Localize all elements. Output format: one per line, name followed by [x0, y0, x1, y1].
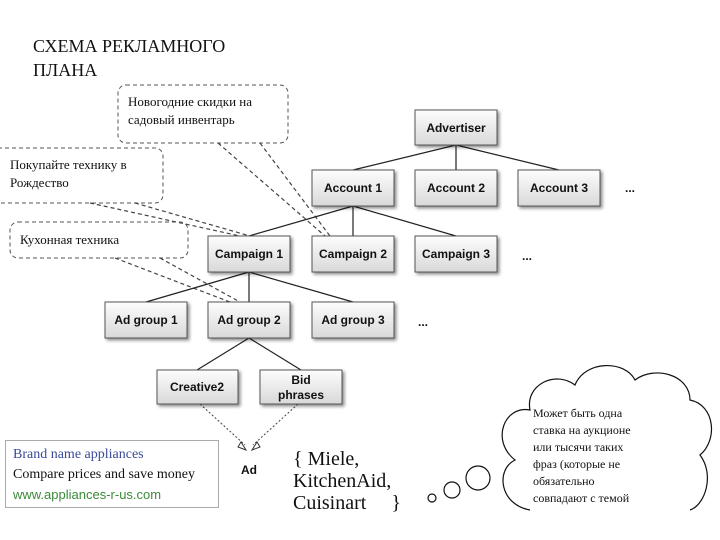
node-label: Bid: [291, 373, 311, 387]
callout-1-pointer: [218, 143, 325, 236]
ellipsis: ...: [625, 181, 636, 195]
edge: [249, 272, 353, 302]
cloud-line: ставка на аукционе: [533, 423, 631, 437]
callout-new-year: [128, 93, 252, 129]
node-account-1: [312, 170, 394, 206]
ellipsis: ...: [522, 249, 533, 263]
node-ad: Ad: [241, 463, 257, 477]
node-account-2: [415, 170, 497, 206]
phrase: KitchenAid,: [293, 470, 392, 492]
node-label: Account 2: [426, 181, 486, 195]
phrase: Cuisinart }: [293, 492, 401, 514]
node-label: Campaign 3: [421, 247, 491, 261]
node-label: Creative2: [169, 380, 225, 394]
dotted-edge: [253, 404, 298, 445]
callout-line: Рождество: [10, 175, 69, 190]
node-label: Ad group 2: [217, 313, 281, 327]
node-campaign-3: [415, 236, 497, 272]
title-line-1: СХЕМА РЕКЛАМНОГО: [33, 36, 226, 56]
node-campaign-2: [312, 236, 394, 272]
callout-line: садовый инвентарь: [128, 112, 235, 127]
edge: [456, 145, 559, 170]
cloud-line: Может быть одна: [533, 406, 623, 420]
node-label: Campaign 1: [214, 247, 284, 261]
edge: [249, 206, 353, 236]
edge: [249, 338, 301, 370]
edge: [353, 145, 456, 170]
node-creative: [157, 370, 238, 404]
cloud-line: фраз (которые не: [533, 457, 621, 471]
phrase: { Miele,: [293, 448, 360, 470]
node-label: Ad group 3: [321, 313, 385, 327]
node-bid-phrases: [260, 370, 342, 404]
callout-line: Новогодние скидки на: [128, 94, 253, 109]
node-label: Account 1: [323, 181, 383, 195]
callout-kitchen: [20, 231, 119, 249]
node-ad-group-3: [312, 302, 394, 338]
cloud-line: обязательно: [533, 474, 595, 488]
ad-headline[interactable]: Brand name appliances: [13, 447, 144, 462]
callout-christmas: [10, 156, 127, 192]
cloud-text: [533, 405, 663, 507]
ad-preview: [5, 440, 219, 508]
cloud-line: или тысячи таких: [533, 440, 624, 454]
node-label: phrases: [277, 388, 325, 402]
node-label: Account 3: [529, 181, 589, 195]
dotted-edge: [200, 404, 245, 445]
node-ad-group-1: [105, 302, 187, 338]
edge: [146, 272, 249, 302]
edge: [353, 206, 456, 236]
callout-line: Покупайте технику в: [10, 157, 127, 172]
edge: [197, 338, 249, 370]
arrowheads: [238, 442, 260, 450]
cloud-line: совпадают с темой: [533, 491, 630, 505]
node-label: Ad group 1: [114, 313, 178, 327]
node-account-3: [518, 170, 600, 206]
ellipsis: ...: [418, 315, 429, 329]
title-line-2: ПЛАНА: [33, 60, 98, 80]
node-label: Campaign 2: [318, 247, 388, 261]
bid-phrases-list: [293, 448, 401, 514]
node-advertiser: [415, 110, 497, 145]
ad-description: Compare prices and save money: [13, 467, 195, 482]
node-label: Advertiser: [426, 121, 486, 135]
callout-line: Кухонная техника: [20, 232, 120, 247]
node-ad-group-2: [208, 302, 290, 338]
node-campaign-1: [208, 236, 290, 272]
ad-url[interactable]: www.appliances-r-us.com: [13, 487, 162, 502]
